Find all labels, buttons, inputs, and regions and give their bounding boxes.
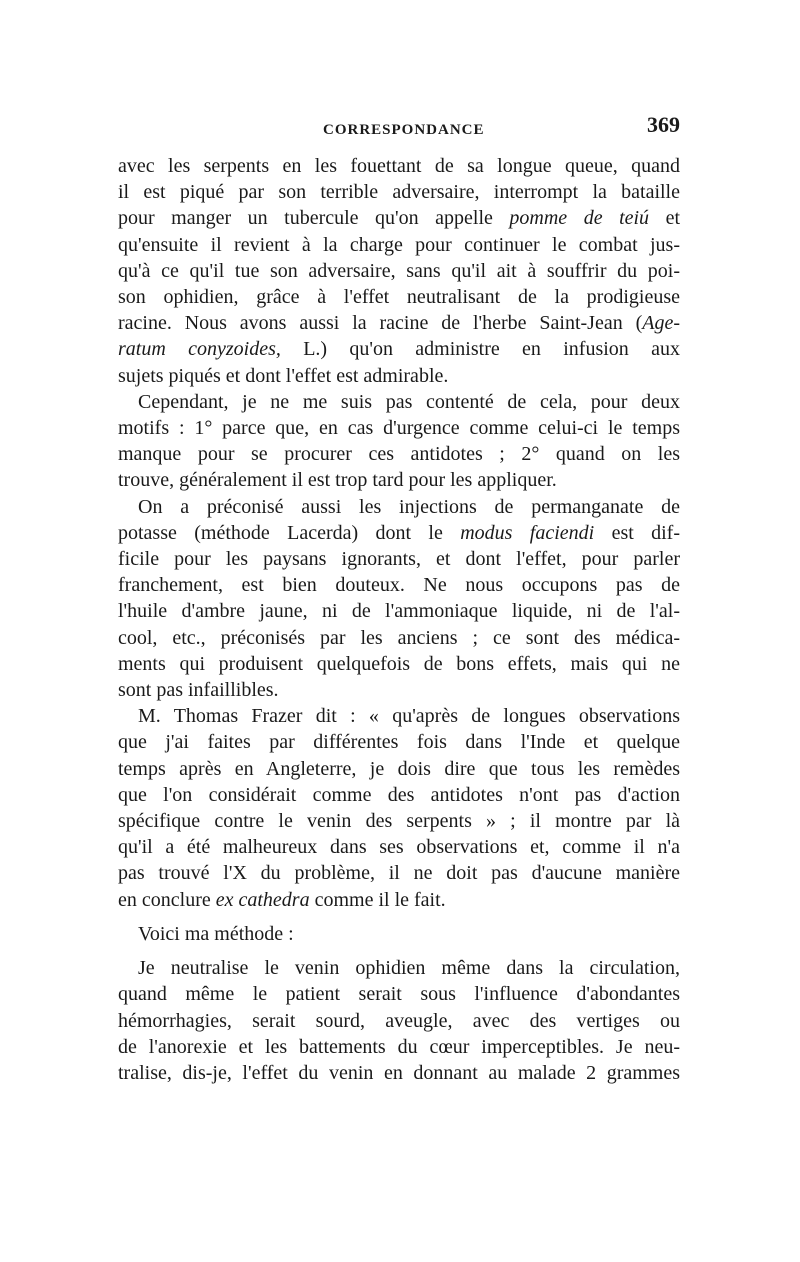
page-number: 369 — [647, 112, 680, 137]
text-line: que l'on considérait comme des antidotes n'ont pas d'action — [118, 783, 680, 806]
body-text — [118, 153, 680, 1086]
text-line: sujets piqués et dont l'effet est admirable. — [118, 364, 449, 387]
text-line: son ophidien, grâce à l'effet neutralisant de la prodigieuse — [118, 286, 680, 309]
text-line: pas trouvé l'X du problème, il ne doit pas d'aucune manière — [118, 862, 680, 885]
text-line: Voici ma méthode : — [138, 922, 294, 945]
text-line: racine. Nous avons aussi la racine de l'herbe Saint-Jean (Age- — [118, 312, 680, 335]
text-line: pour manger un tubercule qu'on appelle pomme de teiú et — [118, 207, 681, 230]
text-line: cool, etc., préconisés par les anciens ; ce sont des médica- — [118, 626, 680, 649]
text-line: qu'il a été malheureux dans ses observations et, comme il n'a — [118, 836, 680, 859]
text-line: l'huile d'ambre jaune, ni de l'ammoniaque liquide, ni de l'al- — [118, 600, 680, 623]
text-line: quand même le patient serait sous l'influence d'abondantes — [118, 983, 680, 1006]
text-line: en conclure ex cathedra comme il le fait. — [118, 888, 446, 911]
text-line: avec les serpents en les fouettant de sa longue queue, quand — [118, 155, 680, 177]
text-line: hémorrhagies, serait sourd, aveugle, avec des vertiges ou — [118, 1009, 680, 1032]
text-line: manque pour se procurer ces antidotes ; 2° quand on les — [118, 443, 680, 466]
text-line: spécifique contre le venin des serpents » ; il montre par là — [118, 810, 680, 833]
italic-term: ex cathedra — [215, 888, 310, 911]
italic-term: modus faciendi — [460, 521, 595, 544]
text-line: motifs : 1° parce que, en cas d'urgence comme celui-ci le temps — [118, 417, 680, 440]
text-line: On a préconisé aussi les injections de permanganate de — [138, 495, 680, 518]
italic-term: pomme de teiú — [509, 207, 650, 230]
italic-term: Age- — [642, 312, 680, 335]
text-line: temps après en Angleterre, je dois dire que tous les remèdes — [118, 757, 680, 780]
text-line: qu'ensuite il revient à la charge pour continuer le combat jus- — [118, 233, 680, 256]
text-line: Cependant, je ne me suis pas contenté de cela, pour deux — [138, 390, 680, 413]
text-line: ficile pour les paysans ignorants, et dont l'effet, pour parler — [118, 548, 680, 571]
text-line: franchement, est bien douteux. Ne nous occupons pas de — [118, 574, 680, 597]
text-line: potasse (méthode Lacerda) dont le modus faciendi est dif- — [118, 521, 681, 544]
text-line: ratum conyzoides, L.) qu'on administre en infusion aux — [118, 338, 680, 361]
text-line: de l'anorexie et les battements du cœur imperceptibles. Je neu- — [118, 1035, 680, 1058]
text-line: que j'ai faites par différentes fois dans l'Inde et quelque — [118, 731, 680, 754]
text-line: M. Thomas Frazer dit : « qu'après de longues observations — [138, 705, 680, 728]
text-line: il est piqué par son terrible adversaire, interrompt la bataille — [118, 181, 680, 204]
page-header — [118, 112, 680, 152]
text-line: sont pas infaillibles. — [118, 679, 279, 702]
italic-term: ratum conyzoides, — [118, 338, 281, 361]
text-line: ments qui produisent quelquefois de bons effets, mais qui ne — [118, 652, 680, 675]
text-line: tralise, dis-je, l'effet du venin en donnant au malade 2 grammes — [118, 1061, 680, 1084]
text-line: Je neutralise le venin ophidien même dans la circulation, — [138, 957, 680, 980]
text-line: qu'à ce qu'il tue son adversaire, sans qu'il ait à souffrir du poi- — [118, 259, 680, 282]
text-line: trouve, généralement il est trop tard pour les appliquer. — [118, 469, 557, 492]
running-head: CORRESPONDANCE — [323, 122, 485, 138]
